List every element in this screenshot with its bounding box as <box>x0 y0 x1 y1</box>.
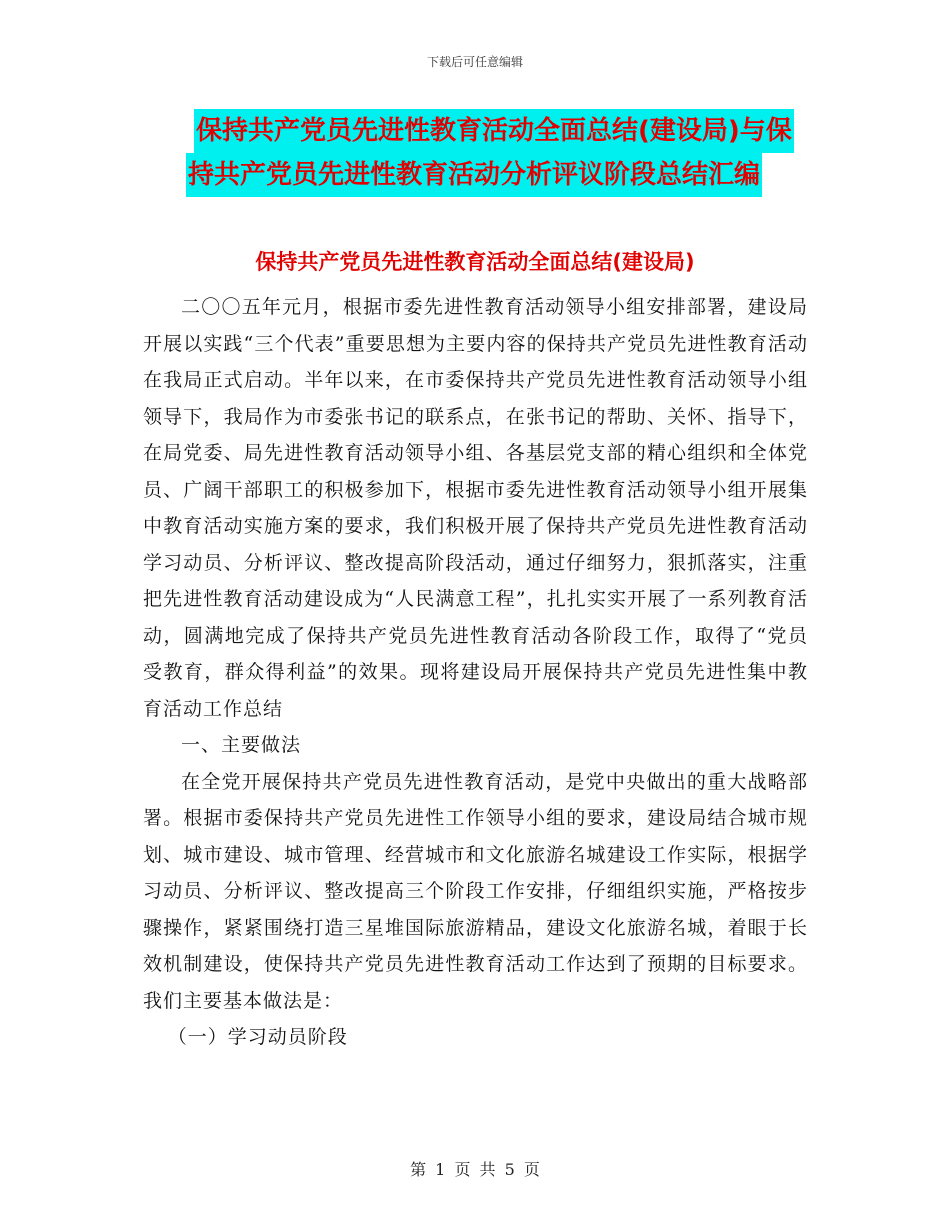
document-main-title <box>186 109 816 197</box>
page-number-footer: 第 1 页 共 5 页 <box>410 1160 540 1179</box>
body-paragraph-practices: 在全党开展保持共产党员先进性教育活动，是党中央做出的重大战略部署。根据市委保持共产党员先进性工作领导小组的要求，建设局结合城市规划、城市建设、城市管理、经营城市和文化旅游名城建设工作实际，根据学习动员、分析评议、整改提高三个阶段工作安排，仔细组织实施，严格按步骤操作，紧紧围绕打造三星堆国际旅游精品，建设文化旅游名城，着眼于长效机制建设，使保持共产党员先进性教育活动工作达到了预期的目标要求。我们主要基本做法是： <box>143 770 808 1012</box>
main-title-line-2: 持共产党员先进性教育活动分析评议阶段总结汇编 <box>186 153 762 197</box>
body-paragraph-intro: 二〇〇五年元月，根据市委先进性教育活动领导小组安排部署，建设局开展以实践“三个代表”重要思想为主要内容的保持共产党员先进性教育活动在我局正式启动。半年以来，在市委保持共产党员先进性教育活动领导小组领导下，我局作为市委张书记的联系点，在张书记的帮助、关怀、指导下，在局党委、局先进性教育活动领导小组、各基层党支部的精心组织和全体党员、广阔干部职工的积极参加下，根据市委先进性教育活动领导小组开展集中教育活动实施方案的要求，我们积极开展了保持共产党员先进性教育活动学习动员、分析评议、整改提高阶段活动，通过仔细努力，狠抓落实，注重把先进性教育活动建设成为“人民满意工程”，扎扎实实开展了一系列教育活动，圆满地完成了保持共产党员先进性教育活动各阶段工作，取得了“党员受教育，群众得利益”的效果。现将建设局开展保持共产党员先进性集中教育活动工作总结 <box>143 296 808 720</box>
body-heading-main-practices: 一、主要做法 <box>181 734 302 756</box>
document-body <box>143 289 808 1056</box>
section-title: 保持共产党员先进性教育活动全面总结(建设局) <box>255 250 695 274</box>
body-subheading-study-stage: （一）学习动员阶段 <box>167 1026 348 1048</box>
page-header-note: 下载后可任意编辑 <box>426 55 523 69</box>
main-title-line-1: 保持共产党员先进性教育活动全面总结(建设局)与保 <box>194 109 794 153</box>
